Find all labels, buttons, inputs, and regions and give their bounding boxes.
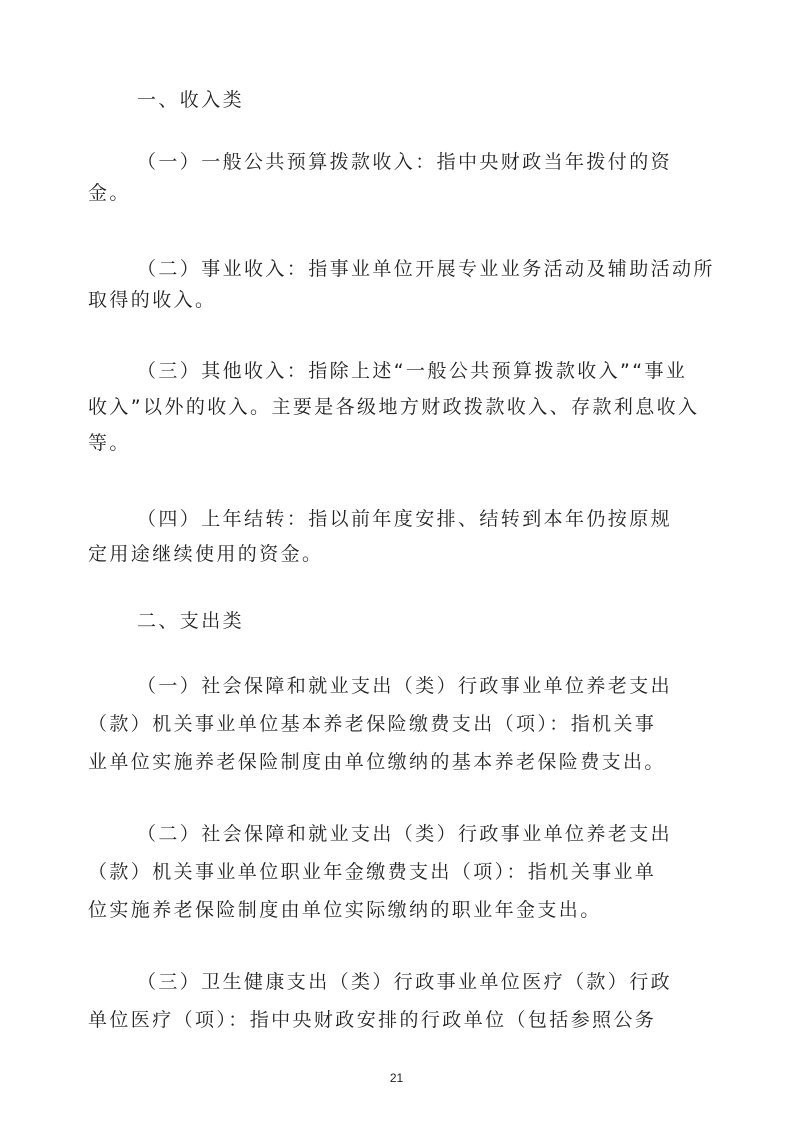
paragraph-line: 业单位实施养老保险制度由单位缴纳的基本养老保险费支出。 [88,751,666,773]
page-number: 21 [389,1071,404,1085]
paragraph-line: （四）上年结转：指以前年度安排、结转到本年仍按原规 [137,508,673,530]
paragraph-line: （二）事业收入：指事业单位开展专业业务活动及辅助活动所 [137,258,715,280]
section-heading-expenditure: 二、支出类 [137,610,245,632]
paragraph-line: （一）一般公共预算拨款收入：指中央财政当年拨付的资 [137,151,673,173]
paragraph-line: （款）机关事业单位职业年金缴费支出（项）：指机关事业单 [88,861,657,883]
paragraph-line: （一）社会保障和就业支出（类）行政事业单位养老支出 [137,675,673,697]
paragraph-line: 位实施养老保险制度由单位实际缴纳的职业年金支出。 [88,899,602,921]
paragraph-line: （款）机关事业单位基本养老保险缴费支出（项）：指机关事 [88,713,657,735]
paragraph-line: 单位医疗（项）：指中央财政安排的行政单位（包括参照公务 [88,1009,657,1031]
paragraph-line: 收入”以外的收入。主要是各级地方财政拨款收入、存款利息收入 [88,396,700,418]
paragraph-line: （三）卫生健康支出（类）行政事业单位医疗（款）行政 [137,971,673,993]
section-heading-income: 一、收入类 [137,89,245,111]
paragraph-line: （三）其他收入：指除上述“一般公共预算拨款收入”“事业 [137,360,688,382]
paragraph-line: （二）社会保障和就业支出（类）行政事业单位养老支出 [137,823,673,845]
paragraph-line: 定用途继续使用的资金。 [88,543,324,565]
paragraph-line: 等。 [88,432,131,454]
paragraph-line: 取得的收入。 [88,289,217,311]
paragraph-line: 金。 [88,182,131,204]
